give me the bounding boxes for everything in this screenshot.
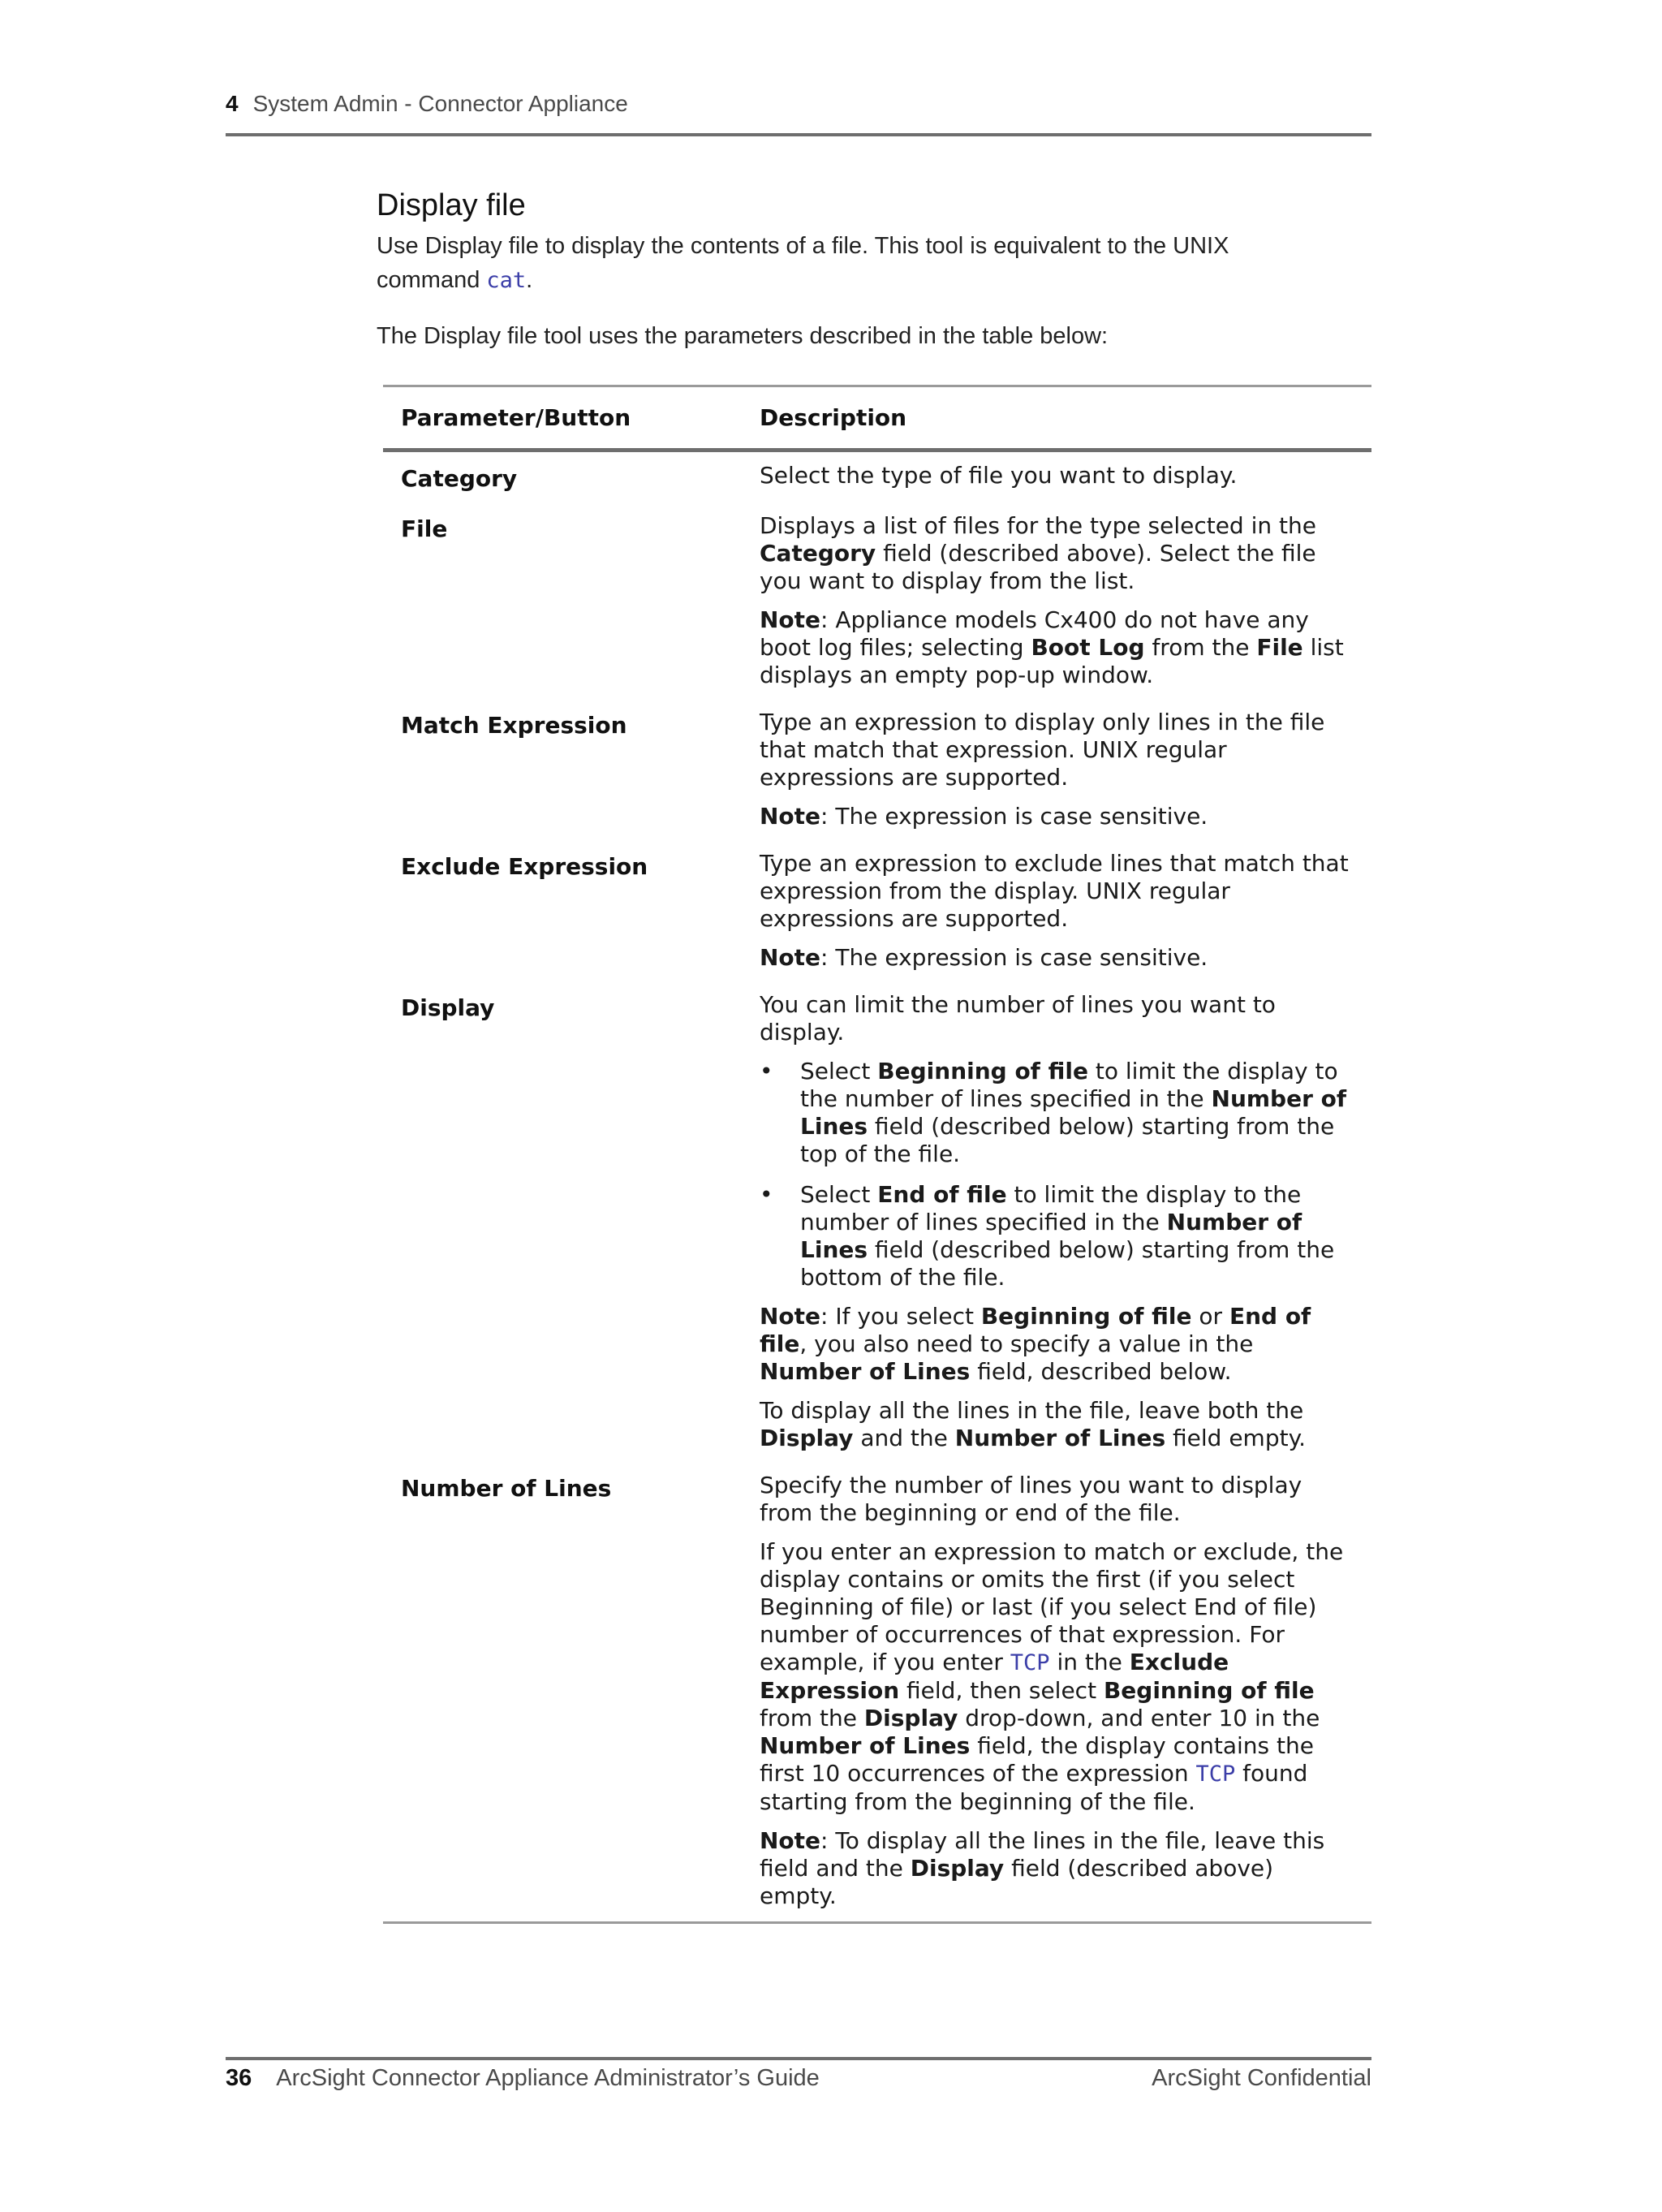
page-number: 36 <box>226 2065 252 2091</box>
section-title: Display file <box>377 188 526 222</box>
table-row-display <box>383 991 1371 1452</box>
page-header <box>226 91 1371 136</box>
param-description <box>760 462 1371 493</box>
intro-paragraph <box>377 229 1350 298</box>
confidential-label: ArcSight Confidential <box>1152 2065 1371 2091</box>
table-row-match-expression <box>383 709 1371 830</box>
table-header-row <box>383 387 1371 452</box>
chapter-title: System Admin - Connector Appliance <box>252 91 628 116</box>
page-footer <box>226 2057 1371 2092</box>
footer-left <box>226 2065 820 2092</box>
desc-text: To display all the lines in the file, leave both the Display and the Number of Lines field empty. <box>760 1397 1307 1451</box>
desc-text: Type an expression to exclude lines that match that expression from the display. UNIX regular expressions are supported. <box>760 850 1349 932</box>
param-name: Display <box>401 994 495 1021</box>
code-tcp: TCP <box>1010 1650 1050 1675</box>
desc-text: Displays a list of files for the type selected in the Category field (described above). Select the file you want to display from the list. <box>760 512 1316 594</box>
bullet-list <box>760 1058 1355 1291</box>
header-description: Description <box>760 404 907 431</box>
param-description <box>760 991 1371 1452</box>
intro-text-2: command <box>377 267 487 293</box>
desc-text: Specify the number of lines you want to display from the beginning or end of the file. <box>760 1472 1302 1526</box>
param-description <box>760 1472 1371 1910</box>
parameter-table <box>383 385 1371 1924</box>
guide-title: ArcSight Connector Appliance Administrator’s Guide <box>276 2065 820 2091</box>
note-text: Note: To display all the lines in the file, leave this field and the Display field (described above) empty. <box>760 1827 1325 1909</box>
code-tcp: TCP <box>1195 1761 1236 1787</box>
param-description <box>760 709 1371 830</box>
param-name: Number of Lines <box>401 1475 612 1502</box>
bullet-icon: • <box>760 1058 773 1084</box>
bullet-icon: • <box>760 1181 773 1208</box>
chapter-number: 4 <box>226 91 239 116</box>
list-item: • Select Beginning of file to limit the display to the number of lines specified in the Number of Lines field (described below) starting from the top of the file. <box>760 1058 1347 1167</box>
note-text: Note: If you select Beginning of file or End of file, you also need to specify a value in the Number of Lines field, described below. <box>760 1303 1311 1385</box>
table-row-number-of-lines <box>383 1472 1371 1910</box>
table-row-exclude-expression <box>383 850 1371 972</box>
table-body <box>383 452 1371 1921</box>
param-name: Category <box>401 465 518 492</box>
desc-text: Select the type of file you want to display. <box>760 462 1238 489</box>
desc-text: Type an expression to display only lines in the file that match that expression. UNIX regular expressions are supported. <box>760 709 1325 791</box>
intro-code-cat: cat <box>486 268 527 293</box>
param-name: Exclude Expression <box>401 853 648 880</box>
intro-period: . <box>526 267 533 293</box>
param-name: Match Expression <box>401 712 627 739</box>
desc-text: If you enter an expression to match or exclude, the display contains or omits the first (if you select Beginning of file) or last (if you select End of file) number of occurrences of that expression. For example, if you enter TCP in the Exclude Expression field, then select Beginning of file from the Display drop-down, and enter 10 in the Number of Lines field, the display contains the first 10 occurrences of the expression TCP found starting from the beginning of the file. <box>760 1538 1344 1815</box>
intro-text-1: Use Display file to display the contents of a file. This tool is equivalent to the UNIX <box>377 233 1229 259</box>
desc-text: You can limit the number of lines you want to display. <box>760 991 1276 1046</box>
table-intro <box>377 319 1350 353</box>
table-intro-text: The Display file tool uses the parameters described in the table below: <box>377 323 1109 349</box>
table-row-file <box>383 512 1371 689</box>
note-text: Note: The expression is case sensitive. <box>760 803 1208 830</box>
param-description <box>760 850 1371 972</box>
table-row-category <box>383 462 1371 493</box>
header-parameter: Parameter/Button <box>401 404 631 431</box>
param-name: File <box>401 515 448 542</box>
list-item: • Select End of file to limit the display to the number of lines specified in the Number of Lines field (described below) starting from the bottom of the file. <box>760 1181 1335 1291</box>
param-description <box>760 512 1371 689</box>
note-text: Note: The expression is case sensitive. <box>760 944 1208 971</box>
note-text: Note: Appliance models Cx400 do not have any boot log files; selecting Boot Log from the File list displays an empty pop-up window. <box>760 606 1344 688</box>
